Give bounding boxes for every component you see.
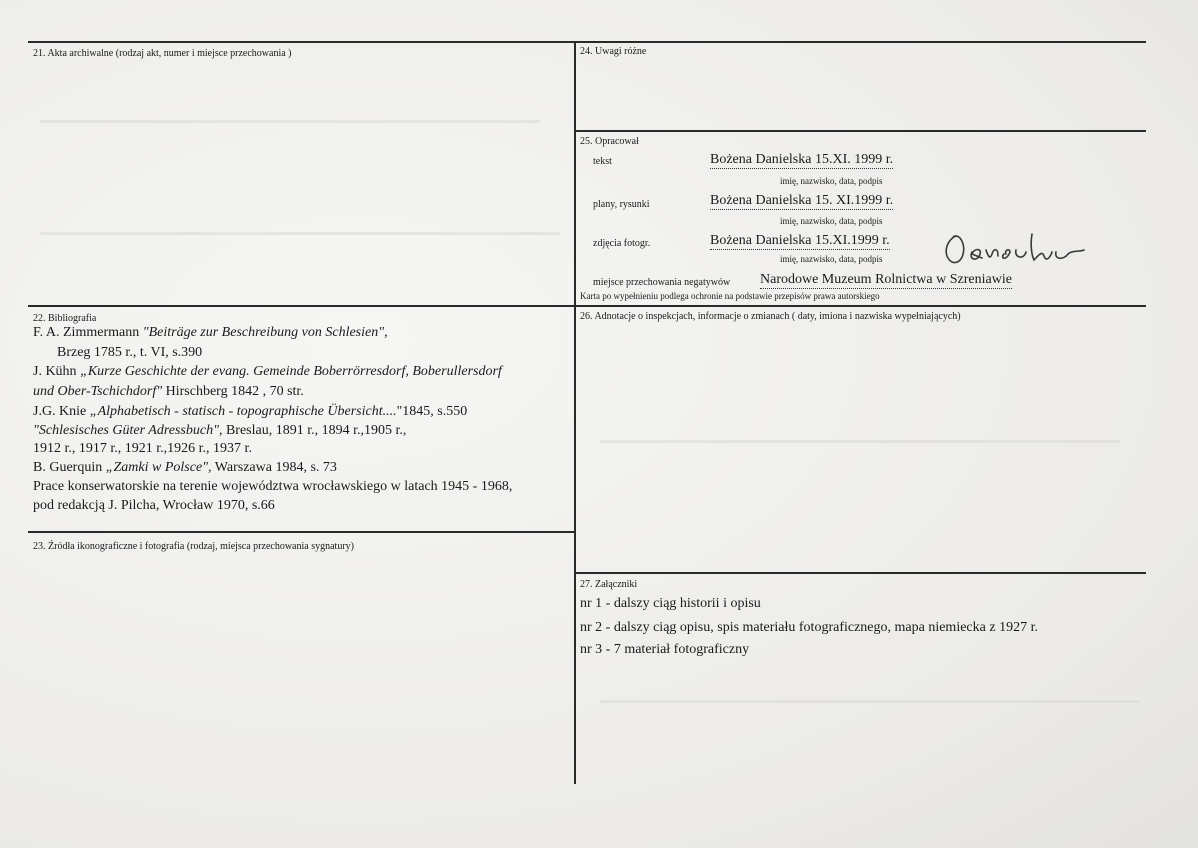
center-divider: [574, 41, 576, 784]
bib-line-6: "Schlesisches Güter Adressbuch", Breslau, 1891 r., 1894 r.,1905 r.,: [33, 423, 407, 438]
sec26-title: 26. Adnotacje o inspekcjach, informacje o zmianach ( daty, imiona i nazwiska wypełniających): [580, 311, 961, 322]
handwritten-signature: [938, 226, 1098, 272]
bleed-through: [600, 440, 1120, 443]
attachment-item: nr 2 - dalszy ciąg opisu, spis materiału fotograficznego, mapa niemiecka z 1927 r.: [580, 620, 1038, 635]
bib-line-5: J.G. Knie „Alphabetisch - statisch - topographische Übersicht...."1845, s.550: [33, 404, 468, 419]
caption: imię, nazwisko, data, podpis: [780, 216, 883, 226]
bleed-through: [40, 120, 540, 123]
row-label-photos: zdjęcia fotogr.: [593, 238, 651, 249]
bib-line-7: 1912 r., 1917 r., 1921 r.,1926 r., 1937 r.: [33, 441, 252, 456]
attachment-item: nr 3 - 7 materiał fotograficzny: [580, 642, 750, 657]
top-border: [28, 41, 1146, 43]
bib-line-1: F. A. Zimmermann "Beiträge zur Beschreibung von Schlesien",: [33, 325, 388, 340]
divider-24-25: [574, 130, 1146, 132]
bib-line-9: Prace konserwatorskie na terenie województwa wrocławskiego w latach 1945 - 1968,: [33, 479, 513, 494]
divider-26-27: [574, 572, 1146, 574]
attachment-item: nr 1 - dalszy ciąg historii i opisu: [580, 596, 761, 611]
bleed-through: [600, 700, 1140, 703]
copyright-note: Karta po wypełnieniu podlega ochronie na podstawie przepisów prawa autorskiego: [580, 291, 880, 301]
bib-line-8: B. Guerquin „Zamki w Polsce", Warszawa 1984, s. 73: [33, 460, 337, 475]
caption: imię, nazwisko, data, podpis: [780, 176, 883, 186]
sec25-title: 25. Opracował: [580, 136, 639, 147]
sec21-title: 21. Akta archiwalne (rodzaj akt, numer i miejsce przechowania ): [33, 48, 292, 59]
row-label-plans: plany, rysunki: [593, 199, 650, 210]
bib-line-10: pod redakcją J. Pilcha, Wrocław 1970, s.66: [33, 498, 275, 513]
row-label-text: tekst: [593, 156, 612, 167]
negatives-value: Narodowe Muzeum Rolnictwa w Szreniawie: [760, 272, 1012, 287]
sec23-title: 23. Źródła ikonograficzne i fotografia (rodzaj, miejsca przechowania sygnatury): [33, 541, 354, 552]
author-plans-value: Bożena Danielska 15. XI.1999 r.: [710, 193, 894, 208]
bib-line-3: J. Kühn „Kurze Geschichte der evang. Gemeinde Boberrörresdorf, Boberullersdorf: [33, 364, 502, 379]
sec24-title: 24. Uwagi różne: [580, 46, 647, 57]
divider-22-23: [28, 531, 575, 533]
author-text-value: Bożena Danielska 15.XI. 1999 r.: [710, 152, 894, 167]
bib-line-2: Brzeg 1785 r., t. VI, s.390: [57, 345, 203, 360]
bib-line-4: und Ober-Tschichdorf" Hirschberg 1842 , 70 str.: [33, 384, 304, 399]
bleed-through: [40, 232, 560, 235]
author-photos-value: Bożena Danielska 15.XI.1999 r.: [710, 233, 890, 248]
divider-middle: [28, 305, 1146, 307]
sec27-title: 27. Załączniki: [580, 579, 638, 590]
caption: imię, nazwisko, data, podpis: [780, 254, 883, 264]
negatives-label: miejsce przechowania negatywów: [593, 277, 731, 288]
sec22-title: 22. Bibliografia: [33, 313, 97, 324]
